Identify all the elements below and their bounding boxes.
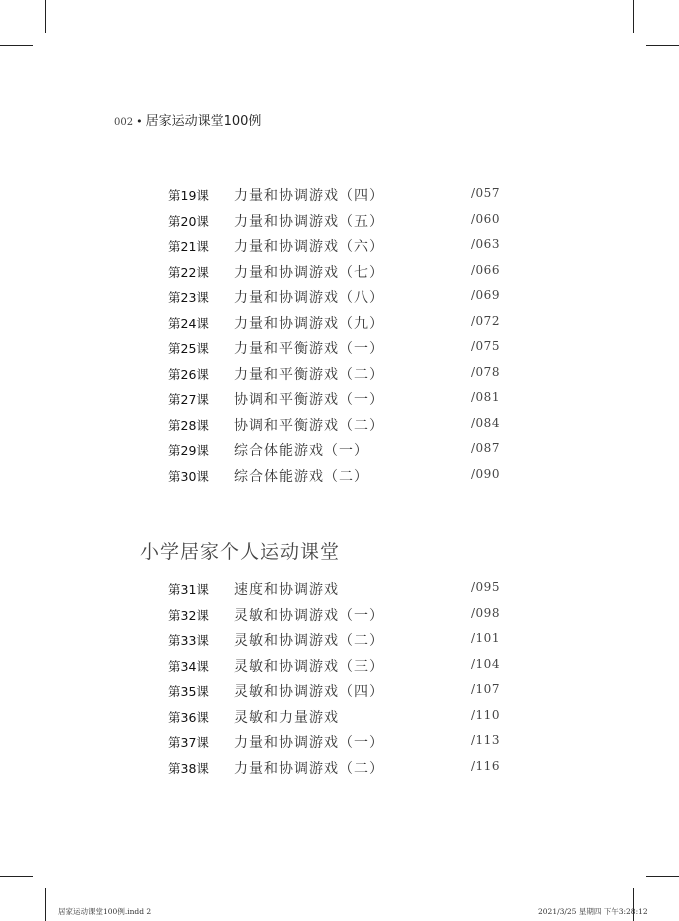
toc-entry[interactable] [0, 438, 679, 464]
running-head [114, 110, 261, 129]
lesson-title: 灵敏和力量游戏 [234, 709, 339, 726]
lesson-number: 第19课 [168, 188, 209, 203]
lesson-title: 力量和协调游戏（八） [234, 290, 384, 306]
page-ref: /057 [471, 186, 500, 200]
toc-entry[interactable] [0, 285, 679, 311]
lesson-number: 第30课 [168, 468, 209, 484]
lesson-number: 第31课 [168, 582, 209, 597]
toc-entry[interactable] [0, 628, 679, 654]
lesson-title: 协调和平衡游戏（一） [234, 392, 384, 408]
toc-entry[interactable] [0, 654, 679, 680]
crop-mark [633, 0, 634, 33]
lesson-number: 第28课 [168, 417, 209, 433]
page-ref: /098 [471, 605, 500, 620]
lesson-title: 力量和平衡游戏（一） [234, 341, 384, 357]
crop-mark [646, 45, 679, 46]
page-ref: /113 [471, 733, 500, 747]
book-title: 居家运动课堂100例 [145, 114, 262, 129]
page-number: 002 [114, 117, 134, 128]
page-ref: /110 [471, 707, 500, 722]
page-ref: /078 [471, 364, 500, 379]
lesson-number: 第29课 [168, 443, 209, 458]
bullet-separator: • [136, 115, 143, 128]
toc-list-primary [0, 577, 679, 781]
page-ref: /090 [471, 466, 500, 481]
lesson-number: 第32课 [168, 607, 209, 623]
crop-mark [646, 876, 679, 877]
toc-entry[interactable] [0, 603, 679, 629]
page-ref: /084 [471, 415, 500, 430]
lesson-title: 灵敏和协调游戏（四） [234, 684, 384, 700]
toc-entry[interactable] [0, 260, 679, 286]
page-ref: /081 [471, 390, 500, 404]
toc-list-top [0, 183, 679, 489]
lesson-title: 速度和协调游戏 [234, 582, 339, 598]
crop-mark [45, 0, 46, 33]
lesson-number: 第38课 [168, 760, 209, 776]
lesson-number: 第27课 [168, 392, 209, 407]
lesson-number: 第23课 [168, 290, 209, 305]
page-ref: /066 [471, 262, 500, 277]
lesson-title: 综合体能游戏（一） [234, 443, 369, 459]
slug-file: 居家运动课堂100例.indd 2 [58, 907, 152, 916]
lesson-number: 第34课 [168, 658, 209, 674]
lesson-title: 综合体能游戏（二） [234, 468, 369, 485]
lesson-number: 第33课 [168, 633, 209, 648]
lesson-number: 第20课 [168, 213, 209, 229]
toc-entry[interactable] [0, 705, 679, 731]
lesson-title: 协调和平衡游戏（二） [234, 417, 384, 434]
toc-entry[interactable] [0, 679, 679, 705]
toc-entry[interactable] [0, 577, 679, 603]
lesson-title: 力量和协调游戏（一） [234, 735, 384, 751]
page-ref: /087 [471, 441, 500, 455]
lesson-title: 力量和协调游戏（六） [234, 239, 384, 255]
toc-entry[interactable] [0, 209, 679, 235]
toc-entry[interactable] [0, 362, 679, 388]
lesson-number: 第25课 [168, 341, 209, 356]
toc-entry[interactable] [0, 387, 679, 413]
crop-mark [0, 45, 33, 46]
page-ref: /075 [471, 339, 500, 353]
page-ref: /101 [471, 631, 500, 645]
lesson-number: 第21课 [168, 239, 209, 254]
page-ref: /104 [471, 656, 500, 671]
slug-timestamp: 2021/3/25 星期四 下午3:28:12 [538, 907, 648, 916]
toc-entry[interactable] [0, 464, 679, 490]
toc-entry[interactable] [0, 756, 679, 782]
page-ref: /060 [471, 211, 500, 226]
lesson-number: 第36课 [168, 709, 209, 725]
lesson-number: 第22课 [168, 264, 209, 280]
lesson-number: 第35课 [168, 684, 209, 699]
section-heading: 小学居家个人运动课堂 [140, 541, 341, 563]
lesson-title: 力量和协调游戏（九） [234, 315, 384, 332]
lesson-title: 灵敏和协调游戏（一） [234, 607, 384, 624]
lesson-number: 第37课 [168, 735, 209, 750]
toc-entry[interactable] [0, 183, 679, 209]
page-ref: /095 [471, 580, 500, 594]
toc-entry[interactable] [0, 413, 679, 439]
crop-mark [45, 888, 46, 921]
page-ref: /069 [471, 288, 500, 302]
lesson-number: 第26课 [168, 366, 209, 382]
crop-mark [0, 876, 33, 877]
lesson-title: 力量和协调游戏（五） [234, 213, 384, 230]
lesson-title: 力量和平衡游戏（二） [234, 366, 384, 383]
toc-entry[interactable] [0, 730, 679, 756]
toc-entry[interactable] [0, 311, 679, 337]
lesson-title: 灵敏和协调游戏（二） [234, 633, 384, 649]
page-ref: /072 [471, 313, 500, 328]
page-ref: /063 [471, 237, 500, 251]
page-ref: /116 [471, 758, 500, 773]
lesson-number: 第24课 [168, 315, 209, 331]
lesson-title: 力量和协调游戏（七） [234, 264, 384, 281]
toc-entry[interactable] [0, 234, 679, 260]
lesson-title: 力量和协调游戏（四） [234, 188, 384, 204]
page-ref: /107 [471, 682, 500, 696]
lesson-title: 灵敏和协调游戏（三） [234, 658, 384, 675]
toc-entry[interactable] [0, 336, 679, 362]
lesson-title: 力量和协调游戏（二） [234, 760, 384, 777]
